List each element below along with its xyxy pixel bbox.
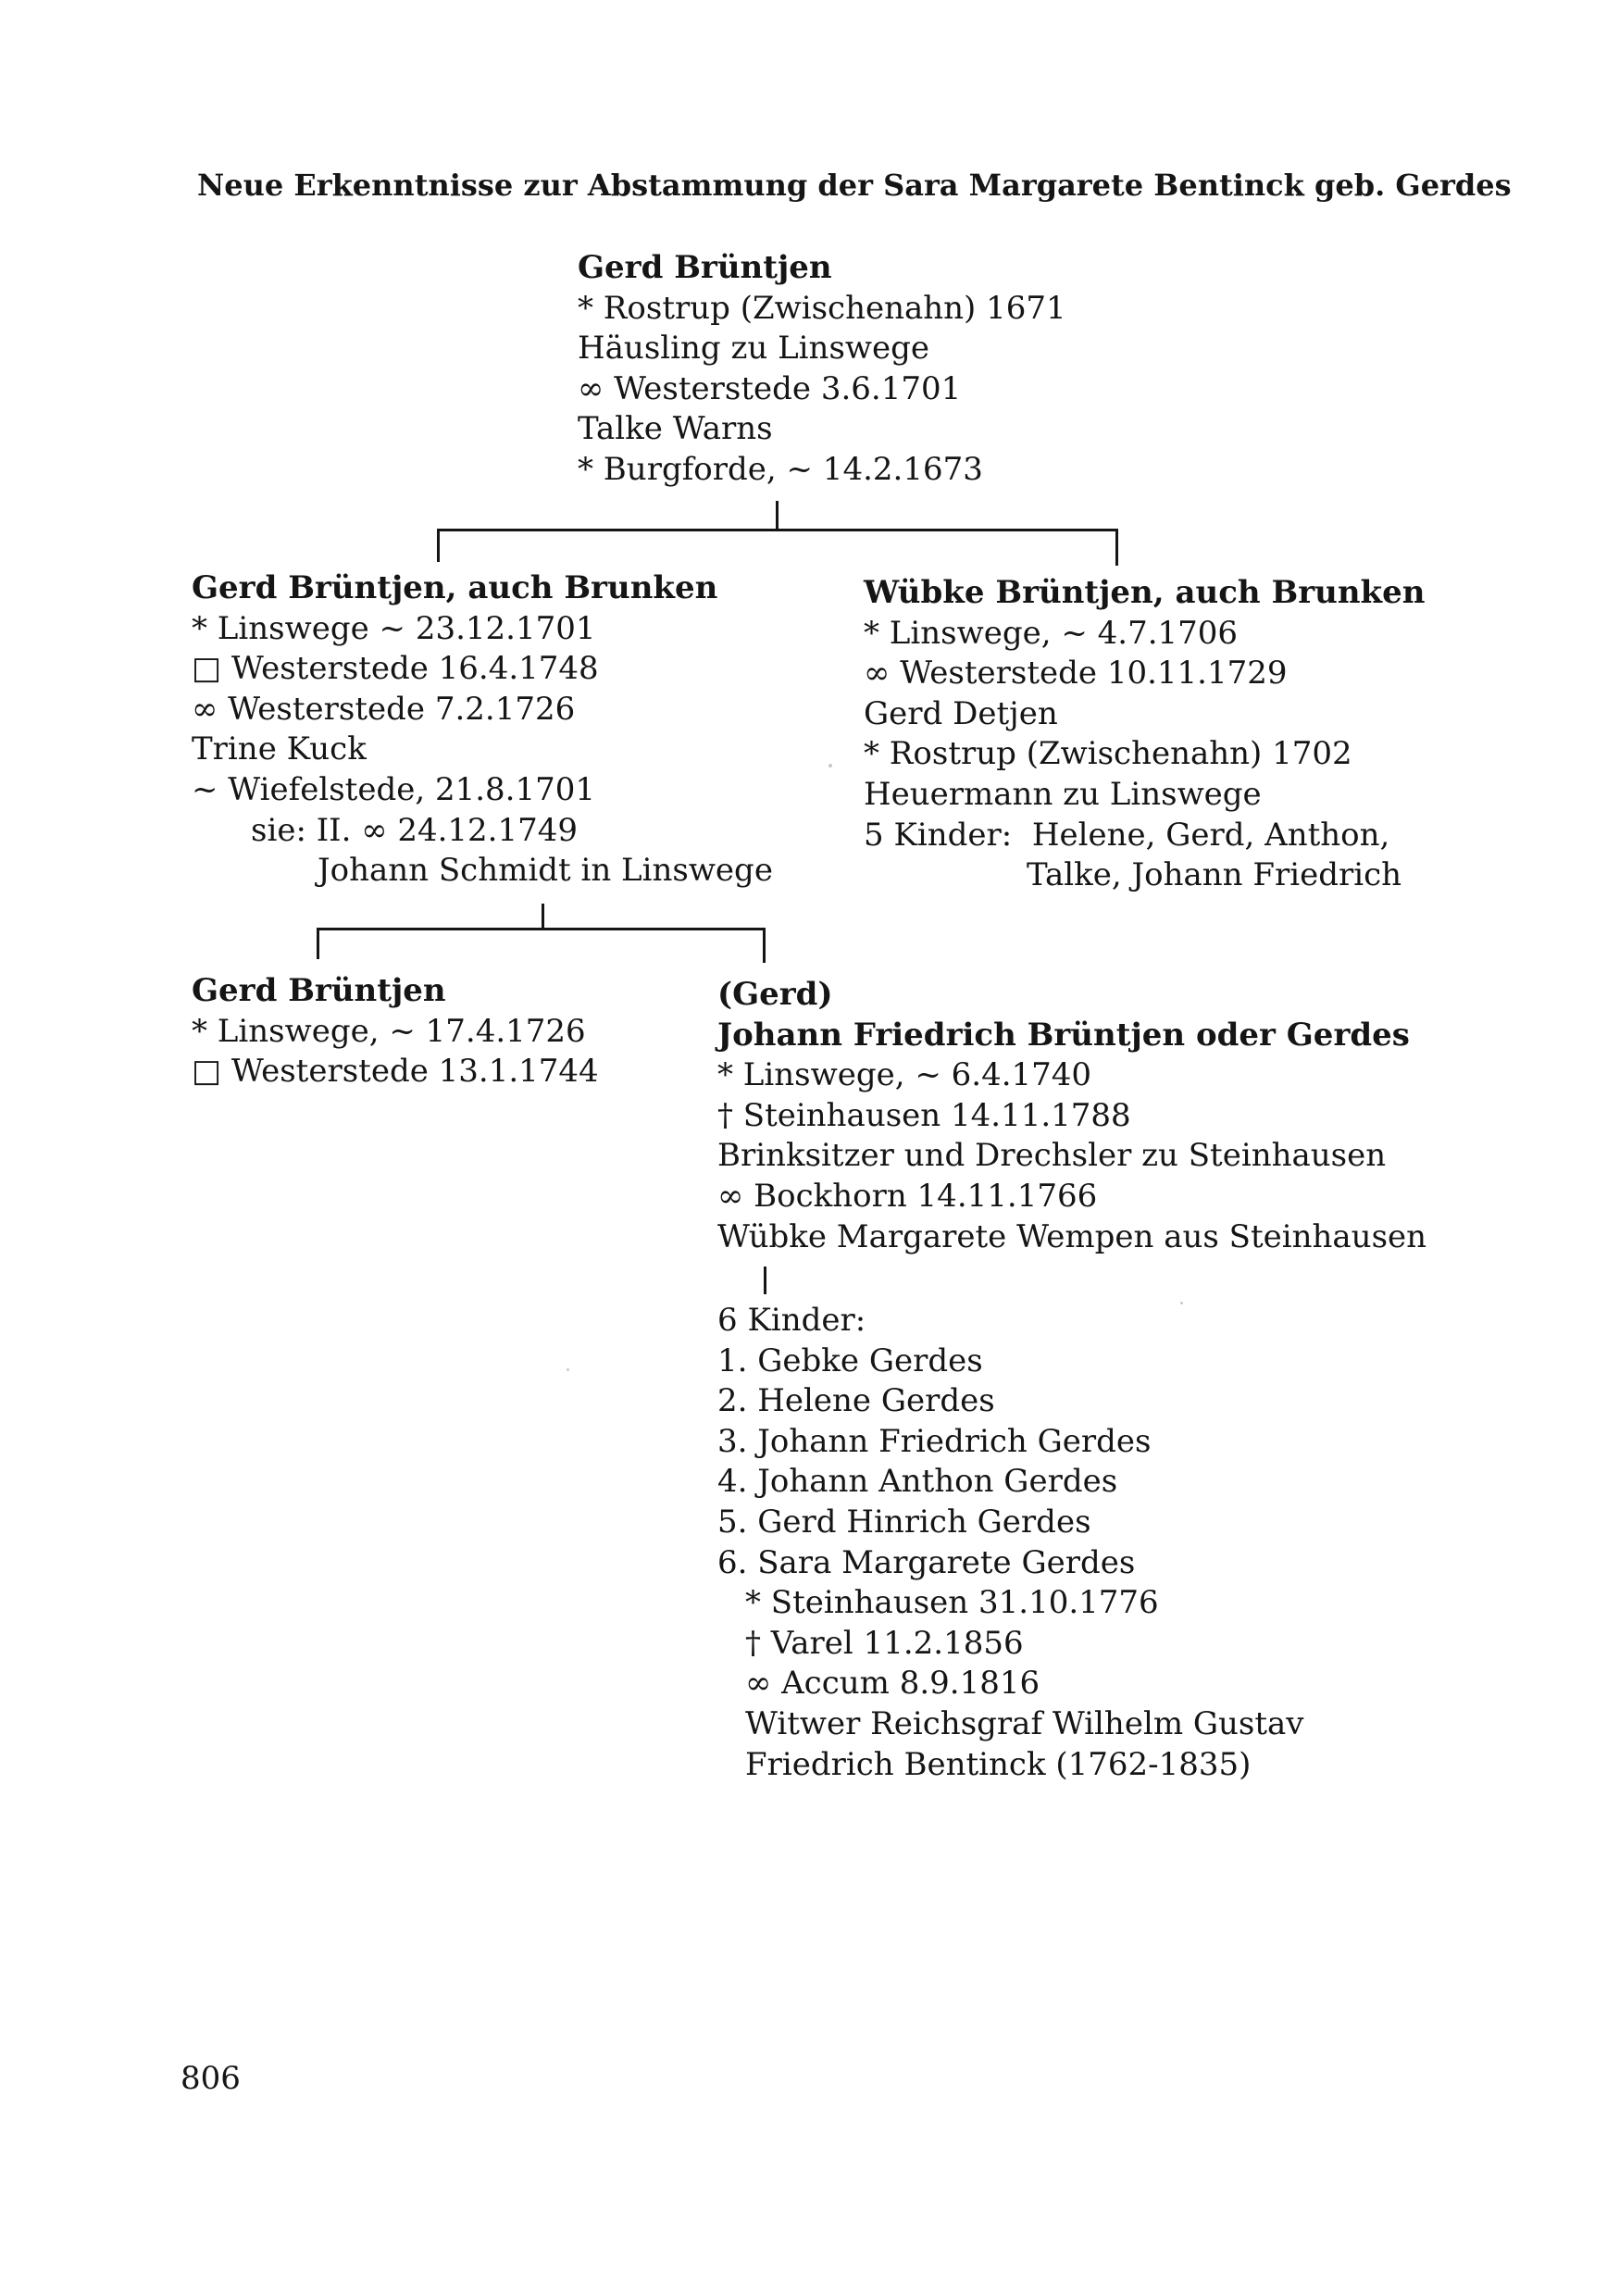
- grandchild-right-person: [717, 975, 1426, 1257]
- grandchild-right-name-prefix: (Gerd): [717, 976, 833, 1013]
- scan-speck: [567, 1368, 569, 1371]
- root-person-name: Gerd Brüntjen: [578, 249, 832, 286]
- tree-connector-root-bar: [437, 529, 1118, 531]
- grandchild-right-line: Wübke Margarete Wempen aus Steinhausen: [717, 1217, 1427, 1255]
- root-person-line: Häusling zu Linswege: [578, 330, 930, 368]
- tree-connector-children-stem: [764, 1267, 766, 1294]
- grandchild-right-name: Johann Friedrich Brüntjen oder Gerdes: [717, 1016, 1410, 1054]
- sara-detail: ∞ Accum 8.9.1816: [745, 1665, 1040, 1703]
- root-person: [578, 248, 1066, 491]
- sara-detail: Friedrich Bentinck (1762-1835): [745, 1745, 1252, 1783]
- child-left-second-spouse: Johann Schmidt in Linswege: [318, 852, 773, 890]
- grandchild-left-person: [192, 971, 599, 1092]
- tree-connector-left-drop: [437, 529, 440, 562]
- root-person-line: * Burgforde, ~ 14.2.1673: [578, 450, 983, 488]
- sara-detail: † Varel 11.2.1856: [745, 1624, 1024, 1662]
- tree-connector-grand-right-drop: [763, 928, 766, 963]
- root-person-line: ∞ Westerstede 3.6.1701: [578, 369, 962, 407]
- child-right-person: [864, 573, 1425, 896]
- sara-detail: * Steinhausen 31.10.1776: [745, 1584, 1159, 1622]
- tree-connector-grand-bar: [317, 928, 766, 930]
- children-label: 6 Kinder:: [717, 1302, 866, 1339]
- sie-label: sie:: [251, 811, 306, 849]
- child-right-line: Gerd Detjen: [864, 694, 1058, 732]
- list-item: 6. Sara Margarete Gerdes: [717, 1543, 1136, 1581]
- grandchild-left-line: □ Westerstede 13.1.1744: [192, 1053, 599, 1091]
- child-right-kinder: [864, 816, 1425, 856]
- tree-connector-root-stem: [776, 501, 779, 531]
- scan-speck: [828, 764, 832, 767]
- list-item: 3. Johann Friedrich Gerdes: [717, 1422, 1152, 1460]
- sara-detail: Witwer Reichsgraf Wilhelm Gustav: [745, 1704, 1304, 1742]
- child-right-line: ∞ Westerstede 10.11.1729: [864, 655, 1288, 693]
- child-right-line: Heuermann zu Linswege: [864, 775, 1262, 813]
- child-right-name: Wübke Brüntjen, auch Brunken: [864, 574, 1426, 611]
- list-item: 4. Johann Anthon Gerdes: [717, 1463, 1118, 1501]
- grandchild-left-name: Gerd Brüntjen: [192, 972, 446, 1009]
- child-left-line: □ Westerstede 16.4.1748: [192, 650, 599, 688]
- page-number: 806: [181, 2060, 241, 2097]
- child-left-line: * Linswege ~ 23.12.1701: [192, 609, 596, 647]
- scan-speck: [1180, 1302, 1183, 1304]
- sie-marriage: II. ∞ 24.12.1749: [316, 811, 578, 849]
- root-person-line: Talke Warns: [578, 410, 773, 448]
- child-left-second-marriage: [192, 811, 773, 852]
- tree-connector-right-drop: [1115, 529, 1118, 566]
- child-left-line: ~ Wiefelstede, 21.8.1701: [192, 770, 595, 808]
- grandchild-right-line: * Linswege, ~ 6.4.1740: [717, 1056, 1092, 1094]
- grandchild-left-line: * Linswege, ~ 17.4.1726: [192, 1012, 586, 1050]
- grandchild-right-line: † Steinhausen 14.11.1788: [717, 1096, 1131, 1134]
- root-person-line: * Rostrup (Zwischenahn) 1671: [578, 289, 1066, 327]
- child-left-person: [192, 568, 773, 892]
- child-right-line: * Linswege, ~ 4.7.1706: [864, 614, 1239, 652]
- child-left-line: ∞ Westerstede 7.2.1726: [192, 690, 576, 728]
- grandchild-right-line: Brinksitzer und Drechsler zu Steinhausen: [717, 1137, 1387, 1175]
- children-list: [717, 1301, 1304, 1785]
- tree-connector-grand-left-drop: [317, 928, 319, 959]
- child-left-name: Gerd Brüntjen, auch Brunken: [192, 569, 718, 606]
- grandchild-right-line: ∞ Bockhorn 14.11.1766: [717, 1177, 1098, 1215]
- list-item: 5. Gerd Hinrich Gerdes: [717, 1503, 1091, 1541]
- list-item: 2. Helene Gerdes: [717, 1382, 995, 1420]
- kinder-label: 5 Kinder:: [864, 816, 1013, 854]
- kinder-names-1: Helene, Gerd, Anthon,: [1031, 816, 1390, 854]
- page-title: Neue Erkenntnisse zur Abstammung der Sara Margarete Bentinck geb. Gerdes: [197, 168, 1512, 203]
- tree-connector-left-stem: [542, 904, 544, 930]
- list-item: 1. Gebke Gerdes: [717, 1341, 983, 1379]
- kinder-names-2: Talke, Johann Friedrich: [1027, 856, 1402, 894]
- child-right-line: * Rostrup (Zwischenahn) 1702: [864, 735, 1352, 773]
- child-left-line: Trine Kuck: [192, 730, 367, 768]
